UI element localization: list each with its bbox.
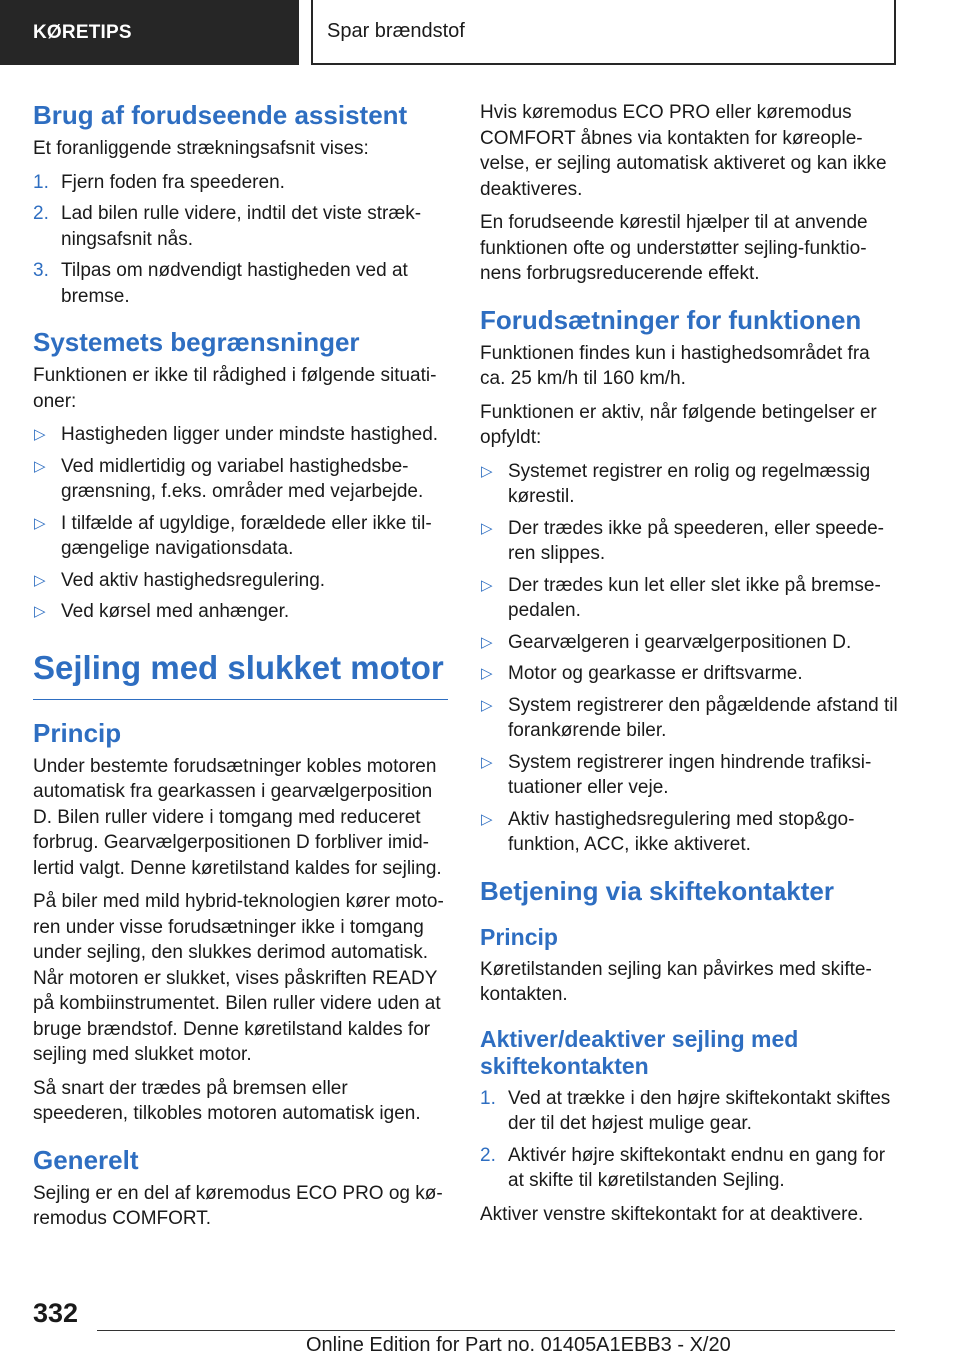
- paragraph: Hvis køremodus ECO PRO eller køremodus COMFORT åbnes via kontakten for køreoplevelse, er sejling automatisk aktiveret og kan ikke deaktiveres.: [480, 102, 887, 200]
- heading-sejling-slukket-motor: Sejling med slukket motor: [33, 647, 448, 700]
- list-text: Fjern foden fra speederen.: [61, 171, 285, 193]
- paragraph: Så snart der trædes på bremsen eller speederen, tilkobles motoren automatisk igen.: [33, 1077, 421, 1124]
- list-text: System registrerer ingen hindrende trafiksituationer eller veje.: [508, 751, 872, 798]
- paragraph: Aktiver venstre skiftekontakt for at deaktivere.: [480, 1203, 864, 1225]
- list-number: 3.: [33, 260, 49, 281]
- list-text: Systemet registrer en rolig og regelmæssig kørestil.: [508, 460, 871, 507]
- paragraph: Funktionen er ikke til rådighed i følgende situationer:: [33, 365, 437, 412]
- heading-forudseende-assistent: Brug af forudseende assistent: [33, 100, 408, 130]
- paragraph: En forudseende kørestil hjælper til at anvende funktionen ofte og understøtter sejling-funktionens forbrugsreducerende effekt.: [480, 212, 868, 284]
- list-item: [33, 201, 448, 252]
- list-text: Ved midlertidig og variabel hastighedsbegrænsning, f.eks. områder med vejarbejde.: [61, 455, 424, 502]
- list-item: [480, 750, 900, 801]
- list-item: [33, 454, 448, 505]
- list-number: 1.: [480, 1087, 496, 1109]
- list-item: [480, 661, 900, 687]
- header-section-label: KØRETIPS: [33, 21, 132, 43]
- list-text: Der trædes ikke på speederen, eller speederen slippes.: [508, 517, 884, 564]
- triangle-bullet-icon: ▷: [481, 810, 493, 828]
- list-text: System registrerer den pågældende afstand til forankørende biler.: [508, 694, 898, 741]
- triangle-bullet-icon: ▷: [34, 457, 46, 475]
- list-text: Hastigheden ligger under mindste hastighed.: [61, 424, 439, 445]
- list-text: Lad bilen rulle videre, indtil det viste strækningsafsnit nås.: [61, 203, 422, 250]
- right-column: [480, 100, 900, 1235]
- list-text: Tilpas om nødvendigt hastigheden ved at bremse.: [61, 260, 408, 307]
- header-chapter-label: Spar brændstof: [327, 20, 465, 42]
- heading-princip: Princip: [33, 717, 122, 748]
- list-number: 2.: [33, 203, 49, 224]
- list-item: [33, 568, 448, 594]
- heading-princip-2: Princip: [480, 923, 558, 950]
- heading-aktiver-deaktiver: Aktiver/deaktiver sejling med skiftekontakten: [480, 1025, 799, 1079]
- list-item: [480, 1086, 900, 1137]
- list-text: Der trædes kun let eller slet ikke på bremsepedalen.: [508, 574, 881, 621]
- list-text: Motor og gearkasse er driftsvarme.: [508, 663, 803, 684]
- triangle-bullet-icon: ▷: [481, 519, 493, 537]
- list-item: [480, 1143, 900, 1194]
- list-item: [480, 573, 900, 624]
- triangle-bullet-icon: ▷: [481, 696, 493, 714]
- numbered-list: [480, 1086, 900, 1194]
- list-item: [33, 422, 448, 448]
- list-text: I tilfælde af ugyldige, forældede eller ikke tilgængelige navigationsdata.: [61, 512, 432, 559]
- footer-divider: [97, 1330, 895, 1331]
- list-text: Ved kørsel med anhænger.: [61, 601, 290, 622]
- triangle-bullet-icon: ▷: [481, 633, 493, 651]
- page-number: 332: [33, 1298, 79, 1328]
- numbered-list: [33, 170, 448, 310]
- paragraph: Sejling er en del af køremodus ECO PRO og køremodus COMFORT.: [33, 1182, 443, 1229]
- paragraph: Under bestemte forudsætninger kobles motoren automatisk fra gearkassen i gearvælgerposition D. Bilen ruller videre i tomgang med reduceret forbrug. Gearvælgerpositionen D forbliver imidlertid valgt. Denne køretilstand kaldes for sejling.: [33, 755, 442, 879]
- paragraph: Funktionen findes kun i hastighedsområdet fra ca. 25 km/h til 160 km/h.: [480, 342, 870, 389]
- heading-begraensninger: Systemets begrænsninger: [33, 327, 360, 357]
- list-item: [480, 516, 900, 567]
- paragraph: Et foranliggende strækningsafsnit vises:: [33, 138, 369, 159]
- list-item: [33, 599, 448, 625]
- left-column: [33, 100, 448, 1240]
- footer-edition: Online Edition for Part no. 01405A1EBB3 - X/20: [306, 1334, 731, 1356]
- list-number: 1.: [33, 171, 49, 193]
- list-text: Ved at trække i den højre skiftekontakt skiftes der til det højest mulige gear.: [508, 1087, 891, 1134]
- heading-betjening: Betjening via skiftekontakter: [480, 875, 834, 906]
- list-text: Ved aktiv hastighedsregulering.: [61, 569, 326, 591]
- header-chapter: [311, 0, 896, 65]
- list-text: Aktivér højre skiftekontakt endnu en gang for at skifte til køretilstanden Sejling.: [508, 1144, 886, 1191]
- triangle-bullet-icon: ▷: [34, 514, 46, 532]
- triangle-bullet-icon: ▷: [34, 426, 46, 443]
- triangle-bullet-icon: ▷: [481, 665, 493, 682]
- list-text: Gearvælgeren i gearvælgerpositionen D.: [508, 631, 852, 653]
- list-item: [33, 511, 448, 562]
- list-item: [480, 807, 900, 858]
- paragraph: På biler med mild hybrid-teknologien kører motoren under visse forudsætninger ikke i tomgang under sejling, den slukkes derimod automatisk. Når motoren er slukket, vises påskriften READY på kombiinstrumentet. Bilen ruller videre uden at bruge brændstof. Denne køretilstand kaldes for sejling med slukket motor.: [33, 891, 444, 1065]
- paragraph: Funktionen er aktiv, når følgende betingelser er opfyldt:: [480, 401, 877, 448]
- list-text: Aktiv hastighedsregulering med stop&go-funktion, ACC, ikke aktiveret.: [508, 808, 855, 855]
- heading-forudsaetninger: Forudsætninger for funktionen: [480, 304, 862, 335]
- triangle-bullet-icon: ▷: [481, 462, 493, 480]
- paragraph: Køretilstanden sejling kan påvirkes med skiftekontakten.: [480, 958, 872, 1005]
- bullet-list: [33, 422, 448, 625]
- bullet-list: [480, 459, 900, 858]
- list-number: 2.: [480, 1144, 496, 1166]
- header-section: [0, 0, 299, 65]
- triangle-bullet-icon: ▷: [481, 576, 493, 594]
- list-item: [33, 170, 448, 196]
- list-item: [480, 693, 900, 744]
- list-item: [33, 258, 448, 309]
- heading-generelt: Generelt: [33, 1144, 139, 1175]
- triangle-bullet-icon: ▷: [481, 753, 493, 771]
- triangle-bullet-icon: ▷: [34, 571, 46, 589]
- triangle-bullet-icon: ▷: [34, 603, 46, 620]
- list-item: [480, 630, 900, 656]
- list-item: [480, 459, 900, 510]
